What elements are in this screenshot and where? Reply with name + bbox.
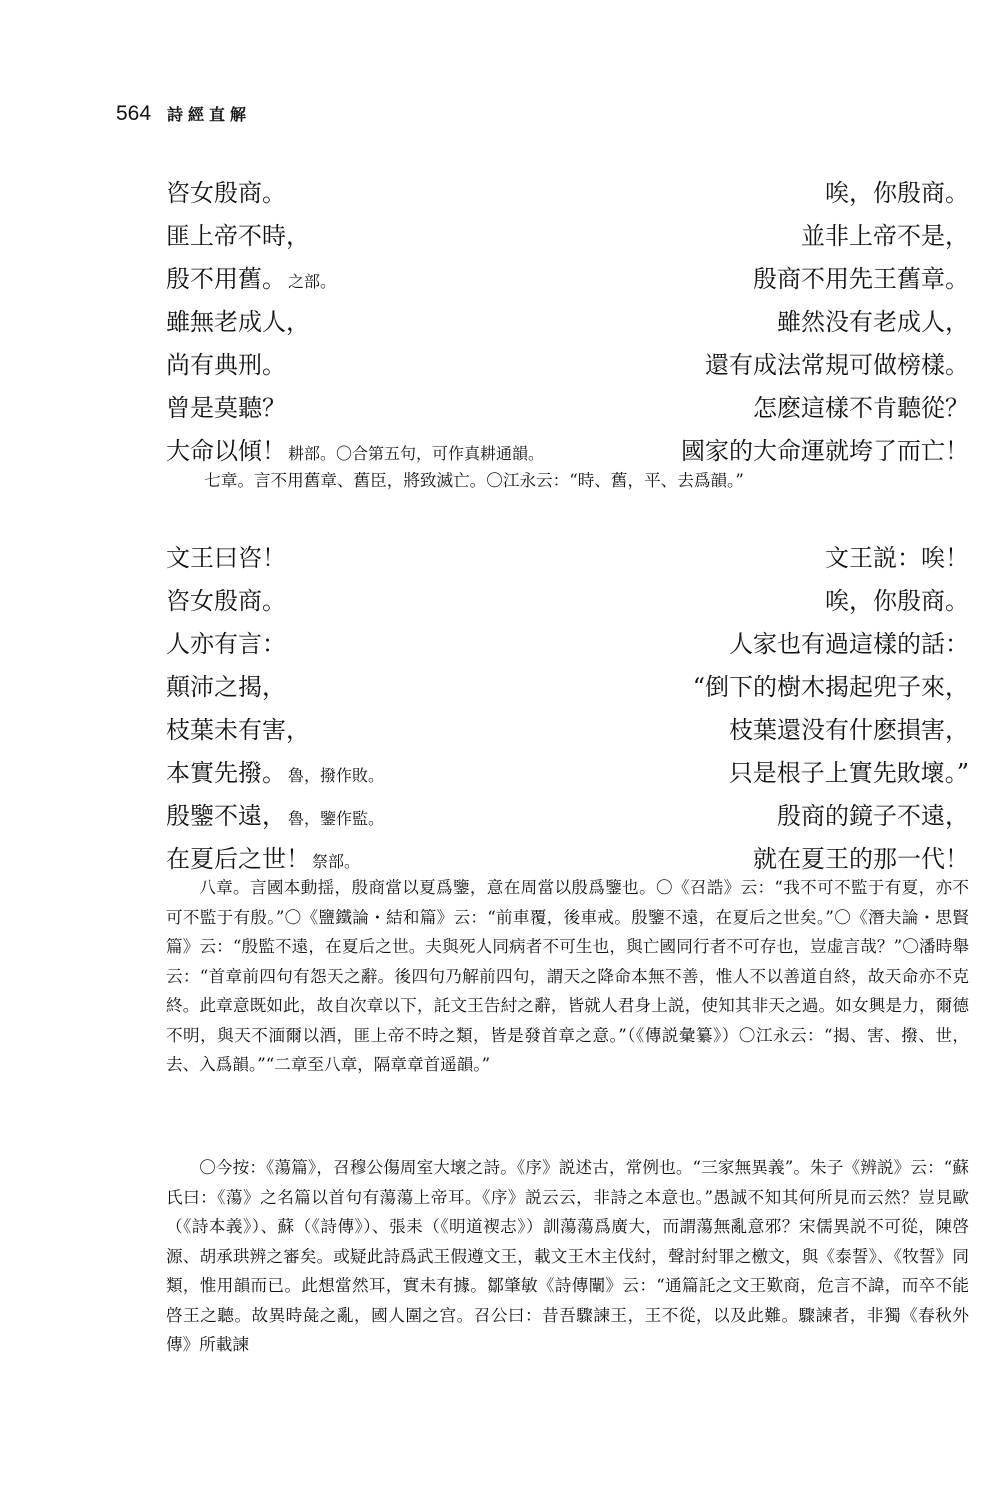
- verse-line: [166, 173, 969, 216]
- verse-line: [166, 753, 969, 796]
- rhyme-note: 魯，撥作敗。: [288, 766, 385, 785]
- original-line: 文王曰咨！: [166, 544, 286, 572]
- stanza-7: [166, 173, 969, 474]
- translation-line: 國家的大命運就垮了而亡！: [681, 437, 969, 465]
- original-line: 枝葉未有害，: [166, 716, 310, 744]
- original-line: 顛沛之揭，: [166, 673, 286, 701]
- verse-line: [166, 581, 969, 624]
- original-line: 大命以傾！ 耕部。〇合第五句，可作真耕通韻。: [166, 437, 545, 465]
- translation-line: 枝葉還没有什麽損害，: [729, 716, 969, 744]
- original-line: 匪上帝不時，: [166, 222, 310, 250]
- rhyme-note: 魯，鑒作監。: [288, 809, 385, 828]
- verse-line: [166, 388, 969, 431]
- original-line: 雖無老成人，: [166, 308, 310, 336]
- verse-line: [166, 302, 969, 345]
- verse-line: [166, 216, 969, 259]
- verse-line: [166, 345, 969, 388]
- translation-line: 只是根子上實先敗壞。”: [728, 759, 969, 787]
- stanza-8: [166, 538, 969, 882]
- verse-line: [166, 710, 969, 753]
- book-title: 詩經直解: [167, 105, 252, 124]
- translation-line: 殷商不用先王舊章。: [753, 265, 969, 293]
- translation-line: 就在夏王的那一代！: [753, 845, 969, 873]
- translation-line: 人家也有過這樣的話：: [729, 630, 969, 658]
- translation-line: 並非上帝不是，: [801, 222, 969, 250]
- original-line: 殷鑒不遠， 魯，鑒作監。: [166, 802, 385, 830]
- verse-line: [166, 538, 969, 581]
- translation-line: 怎麽這樣不肯聽從？: [753, 394, 969, 422]
- stanza-7-comment: 七章。言不用舊章、舊臣，將致滅亡。〇江永云：“時、舊，平、去爲韻。”: [204, 471, 744, 490]
- rhyme-note: 祭部。: [312, 852, 361, 871]
- original-line: 曾是莫聽？: [166, 394, 286, 422]
- verse-line: [166, 259, 969, 302]
- rhyme-note: 耕部。〇合第五句，可作真耕通韻。: [288, 444, 545, 463]
- translation-line: “倒下的樹木揭起兜子來，: [692, 673, 969, 701]
- stanza-8-comment: 八章。言國本動揺，殷商當以夏爲鑒，意在周當以殷爲鑒也。〇《召誥》云：“我不可不監于有夏，亦不可不監于有殷。”〇《鹽鐵論・結和篇》云：“前車覆，後車戒。殷鑒不遠，在夏后之世矣。”〇《潛夫論・思賢篇》云：“殷監不遠，在夏后之世。夫與死人同病者不可生也，與亡國同行者不可存也，豈虚言哉？”〇潘時舉云：“首章前四句有怨天之辭。後四句乃解前四句，謂天之降命本無不善，惟人不以善道自終，故天命亦不克終。此章意既如此，故自次章以下，託文王告紂之辭，皆就人君身上説，使知其非天之過。如女興是力，爾德不明，與天不湎爾以酒，匪上帝不時之類，皆是發首章之意。”（《傳説彙纂》）〇江永云：“揭、害、撥、世，去、入爲韻。”“二章至八章，隔章章首遥韻。”: [166, 878, 969, 1074]
- verse-line: [166, 667, 969, 710]
- translation-line: 雖然没有老成人，: [777, 308, 969, 336]
- verse-line: [166, 796, 969, 839]
- translation-line: 唉，你殷商。: [825, 587, 969, 615]
- original-line: 尚有典刑。: [166, 351, 286, 379]
- original-line: 人亦有言：: [166, 630, 286, 658]
- verse-line: [166, 624, 969, 667]
- translation-line: 殷商的鏡子不遠，: [777, 802, 969, 830]
- original-line: 本實先撥。 魯，撥作敗。: [166, 759, 385, 787]
- original-line: 咨女殷商。: [166, 179, 286, 207]
- author-note-paragraph: 〇今按：《蕩篇》，召穆公傷周室大壞之詩。《序》説述古，常例也。“三家無異義”。朱子《辨説》云：“蘇氏曰：《蕩》之名篇以首句有蕩蕩上帝耳。《序》説云云，非詩之本意也。”愚誠不知其何所見而云然？豈見歐（《詩本義》）、蘇（《詩傳》）、張耒（《明道褉志》）訓蕩蕩爲廣大，而謂蕩無亂意邪？宋儒異説不可從，陳啓源、胡承珙辨之審矣。或疑此詩爲武王假遵文王，載文王木主伐紂，聲討紂罪之檄文，與《泰誓》、《牧誓》同類，惟用韻而已。此想當然耳，實未有據。鄒肇敏《詩傳闡》云：“通篇託之文王歎商，危言不諱，而卒不能啓王之聽。故異時彘之亂，國人圍之宫。召公曰：昔吾驟諫王，王不從，以及此難。驟諫者，非獨《春秋外傳》所載諫: [166, 1158, 969, 1354]
- translation-line: 還有成法常規可做榜樣。: [705, 351, 969, 379]
- original-line: 在夏后之世！ 祭部。: [166, 845, 361, 873]
- page-number: 564: [116, 102, 152, 125]
- translation-line: 文王説：唉！: [825, 544, 969, 572]
- translation-line: 唉，你殷商。: [825, 179, 969, 207]
- original-line: 咨女殷商。: [166, 587, 286, 615]
- original-line: 殷不用舊。 之部。: [166, 265, 337, 293]
- rhyme-note: 之部。: [288, 272, 337, 291]
- page-header: [116, 102, 251, 132]
